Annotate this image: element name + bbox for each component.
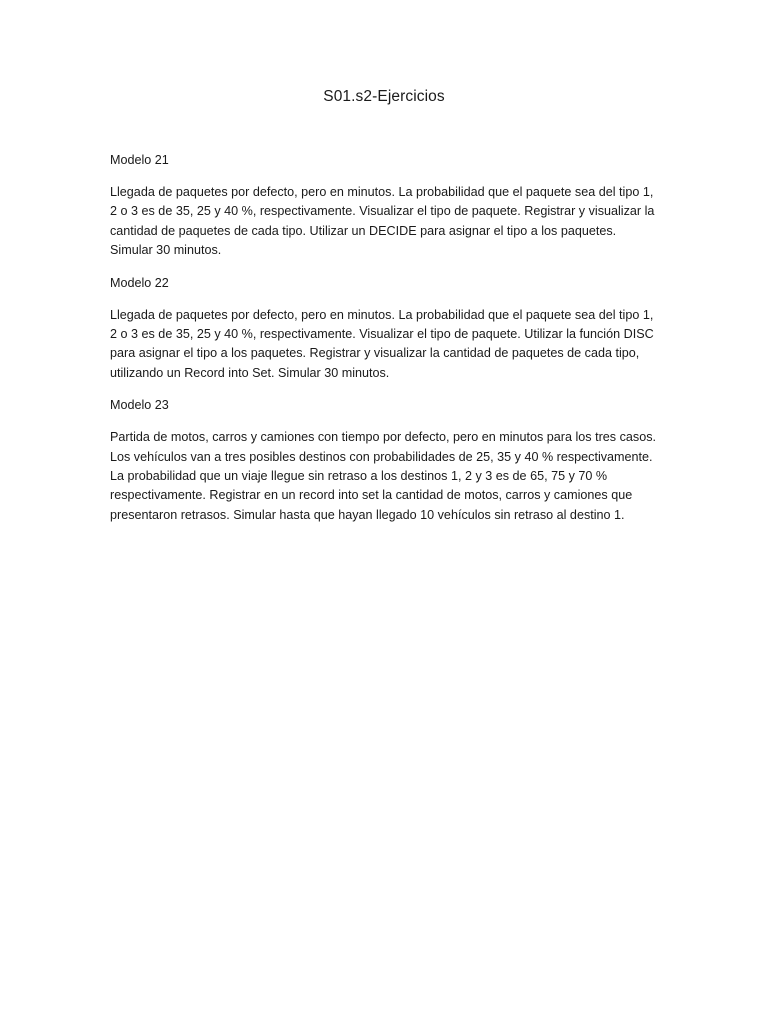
section-body: Partida de motos, carros y camiones con tiempo por defecto, pero en minutos para los tres casos. Los vehículos van a tres posibles destinos con probabilidades de 25, 35 y 40 % respectivamente. La probabilidad que un viaje llegue sin retraso a los destinos 1, 2 y 3 es de 65, 75 y 70 % respectivamente. Registrar en un record into set la cantidad de motos, carros y camiones que presentaron retrasos. Simular hasta que hayan llegado 10 vehículos sin retraso al destino 1. [110, 430, 656, 522]
section-modelo-21 [110, 152, 662, 261]
section-body: Llegada de paquetes por defecto, pero en minutos. La probabilidad que el paquete sea del tipo 1, 2 o 3 es de 35, 25 y 40 %, respectivamente. Visualizar el tipo de paquete. Utilizar la función DISC para asignar el tipo a los paquetes. Registrar y visualizar la cantidad de paquetes de cada tipo, utilizando un Record into Set. Simular 30 minutos. [110, 307, 654, 380]
section-heading: Modelo 22 [110, 275, 169, 290]
page-title: S01.s2-Ejercicios [323, 88, 445, 105]
document-content [110, 152, 662, 539]
section-heading: Modelo 21 [110, 153, 169, 167]
section-body: Llegada de paquetes por defecto, pero en minutos. La probabilidad que el paquete sea del tipo 1, 2 o 3 es de 35, 25 y 40 %, respectivamente. Visualizar el tipo de paquete. Registrar y visualizar la cantidad de paquetes de cada tipo. Utilizar un DECIDE para asignar el tipo a los paquetes. Simular 30 minutos. [110, 185, 655, 258]
section-modelo-22 [110, 275, 662, 384]
section-heading: Modelo 23 [110, 398, 169, 413]
section-modelo-23 [110, 397, 662, 525]
